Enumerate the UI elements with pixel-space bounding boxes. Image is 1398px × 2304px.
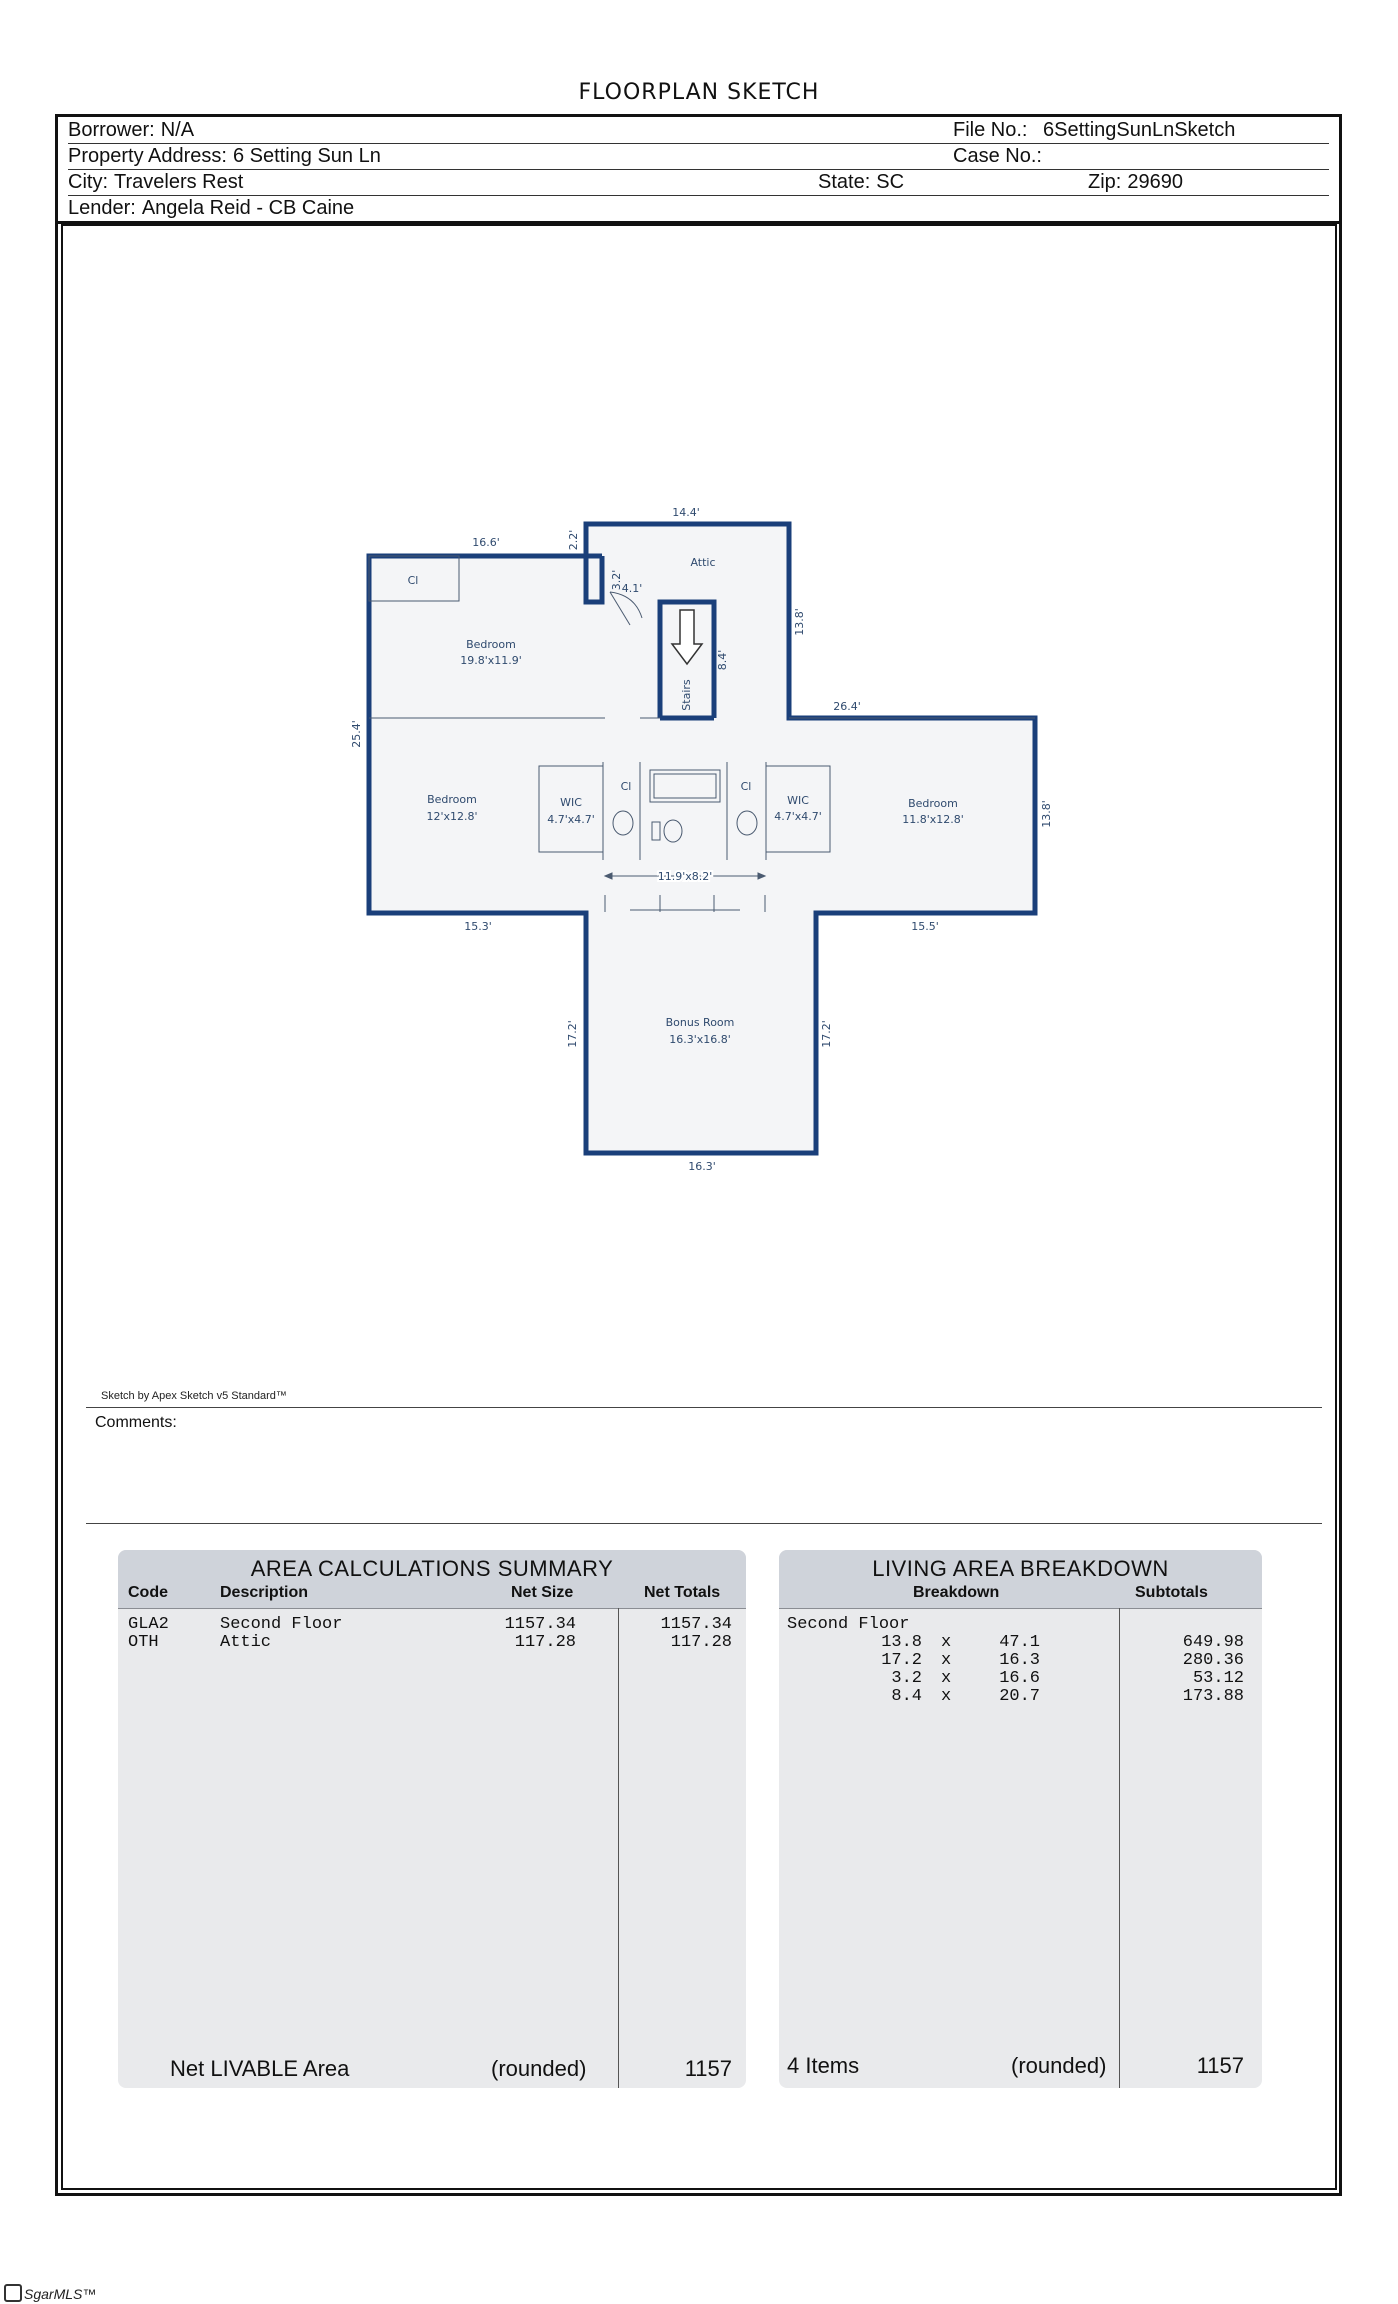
lender-label: Lender:	[68, 197, 136, 219]
dim-hall: 11.9'x8.2'	[657, 870, 713, 883]
divider-top	[86, 1407, 1322, 1408]
zip-value: 29690	[1127, 171, 1183, 193]
dim-right-bottom: 15.5'	[911, 920, 939, 933]
living-rounded: (rounded)	[1011, 2053, 1107, 2078]
living-group: Second Floor	[787, 1615, 910, 1634]
room-bedroom-top: Bedroom	[466, 638, 516, 651]
address-label: Property Address:	[68, 145, 227, 167]
zip-label: Zip:	[1088, 171, 1122, 193]
comments-label: Comments:	[95, 1414, 177, 1431]
living-panel-title: LIVING AREA BREAKDOWN	[872, 1556, 1169, 1581]
breakdown-b: 47.1	[999, 1633, 1040, 1652]
room-wic-right-size: 4.7'x4.7'	[774, 810, 822, 823]
lender-value: Angela Reid - CB Caine	[141, 197, 355, 219]
breakdown-b: 20.7	[999, 1687, 1040, 1706]
room-wic-right: WIC	[787, 794, 809, 807]
breakdown-a: 3.2	[891, 1669, 922, 1688]
breakdown-subtotal: 649.98	[1182, 1633, 1244, 1652]
state-label: State:	[818, 171, 871, 193]
col-description: Description	[220, 1584, 309, 1601]
address-value: 6 Setting Sun Ln	[232, 145, 381, 167]
net-livable-rounded: (rounded)	[491, 2056, 587, 2081]
state-value: SC	[876, 171, 905, 193]
room-bedroom-top-size: 19.8'x11.9'	[460, 654, 522, 667]
dim-attic-side: 13.8'	[793, 608, 806, 636]
area-row-code: OTH	[128, 1633, 159, 1652]
dim-top-bedroom: 16.6'	[472, 536, 500, 549]
net-livable-value: 1157	[684, 2056, 732, 2081]
dim-top-attic: 14.4'	[672, 506, 700, 519]
breakdown-subtotal: 53.12	[1192, 1669, 1244, 1688]
divider-bottom	[86, 1523, 1322, 1524]
room-closet-top: Cl	[407, 574, 419, 587]
file-label: File No.:	[953, 119, 1028, 141]
sketch-credit: Sketch by Apex Sketch v5 Standard™	[101, 1390, 287, 1402]
net-livable-label: Net LIVABLE Area	[170, 2056, 350, 2081]
case-label: Case No.:	[953, 145, 1042, 167]
file-value: 6SettingSunLnSketch	[1043, 119, 1236, 141]
breakdown-x: x	[941, 1651, 952, 1670]
area-row-desc: Attic	[220, 1633, 272, 1652]
dim-bonus-right: 17.2'	[820, 1020, 833, 1048]
room-bonus-size: 16.3'x16.8'	[669, 1033, 731, 1046]
col-net-size: Net Size	[511, 1584, 574, 1601]
breakdown-b: 16.6	[999, 1669, 1040, 1688]
dim-left-bottom: 15.3'	[464, 920, 492, 933]
room-bedroom-left: Bedroom	[427, 793, 477, 806]
area-row-code: GLA2	[128, 1615, 169, 1634]
borrower-label: Borrower:	[68, 119, 155, 141]
dim-stairs: 8.4'	[716, 649, 729, 671]
living-area-panel	[779, 1550, 1262, 2088]
house-logo-icon	[4, 2284, 22, 2302]
city-label: City:	[68, 171, 108, 193]
living-col-divider	[1119, 1608, 1120, 2088]
dim-right-side: 13.8'	[1040, 800, 1053, 828]
city-value: Travelers Rest	[114, 171, 244, 193]
breakdown-x: x	[941, 1687, 952, 1706]
area-panel-header	[118, 1550, 746, 1609]
col-net-totals: Net Totals	[644, 1584, 721, 1601]
living-total-value: 1157	[1196, 2053, 1244, 2078]
col-subtotals: Subtotals	[1135, 1584, 1208, 1601]
col-breakdown: Breakdown	[913, 1584, 1000, 1601]
breakdown-x: x	[941, 1633, 952, 1652]
breakdown-x: x	[941, 1669, 952, 1688]
room-bedroom-right: Bedroom	[908, 797, 958, 810]
living-panel-header	[779, 1550, 1262, 1609]
area-panel-title: AREA CALCULATIONS SUMMARY	[250, 1556, 614, 1581]
breakdown-a: 8.4	[891, 1687, 922, 1706]
page-title: FLOORPLAN SKETCH	[578, 80, 820, 105]
area-row-net: 117.28	[514, 1633, 576, 1652]
dim-bonus-left: 17.2'	[566, 1020, 579, 1048]
area-row-net: 1157.34	[504, 1615, 576, 1634]
area-row-total: 1157.34	[660, 1615, 732, 1634]
items-count: 4 Items	[787, 2053, 860, 2078]
dim-right-top: 26.4'	[833, 700, 861, 713]
breakdown-a: 17.2	[881, 1651, 922, 1670]
breakdown-subtotal: 280.36	[1182, 1651, 1244, 1670]
room-wic-left-size: 4.7'x4.7'	[547, 813, 595, 826]
room-closet-left: Cl	[620, 780, 632, 793]
room-stairs: Stairs	[680, 679, 693, 711]
dim-4-1: 4.1'	[621, 582, 643, 595]
room-bedroom-right-size: 11.8'x12.8'	[902, 813, 964, 826]
col-code: Code	[128, 1584, 168, 1601]
dim-3-2: 3.2'	[610, 569, 623, 591]
room-bonus: Bonus Room	[665, 1016, 735, 1029]
breakdown-subtotal: 173.88	[1182, 1687, 1244, 1706]
room-closet-right: Cl	[740, 780, 752, 793]
dim-left-side: 25.4'	[350, 720, 363, 748]
area-calculations-panel	[118, 1550, 746, 2088]
area-col-divider	[618, 1608, 619, 2088]
breakdown-b: 16.3	[999, 1651, 1040, 1670]
room-bedroom-left-size: 12'x12.8'	[426, 810, 478, 823]
area-row-desc: Second Floor	[220, 1615, 343, 1634]
dim-bonus-bottom: 16.3'	[688, 1160, 716, 1173]
brand-text: SgarMLS™	[24, 2286, 97, 2302]
borrower-value: N/A	[160, 119, 195, 141]
room-attic: Attic	[690, 556, 716, 569]
mls-brand	[4, 2284, 96, 2302]
breakdown-a: 13.8	[881, 1633, 922, 1652]
area-row-total: 117.28	[670, 1633, 732, 1652]
dim-2-2: 2.2'	[567, 529, 580, 551]
room-wic-left: WIC	[560, 796, 582, 809]
